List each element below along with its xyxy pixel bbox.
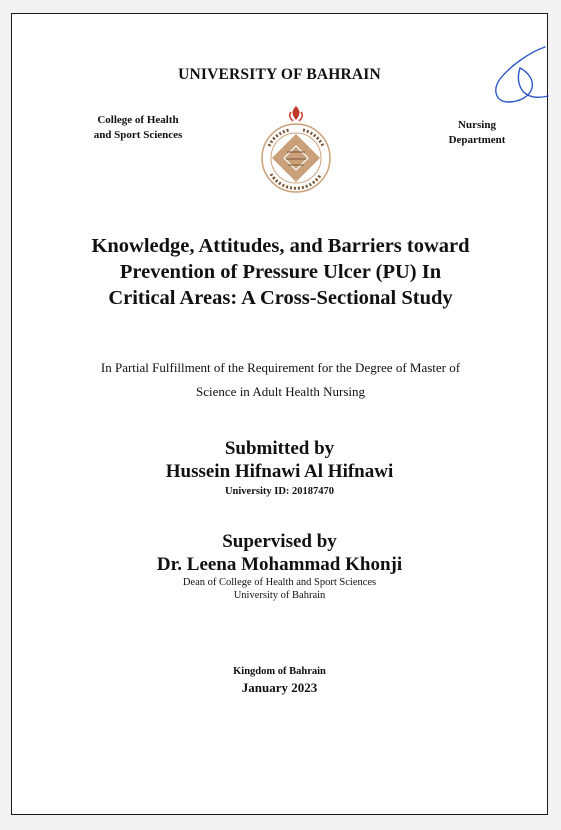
university-id: University ID: 20187470 xyxy=(224,486,335,497)
title-page xyxy=(11,13,548,815)
supervisor-name: Dr. Leena Mohammad Khonji xyxy=(156,554,403,575)
thesis-title: Knowledge, Attitudes, and Barriers toward Prevention of Pressure Ulcer (PU) In Critical Areas: A Cross-Sectional Study xyxy=(91,235,470,309)
university-title: UNIVERSITY OF BAHRAIN xyxy=(178,66,381,83)
footer xyxy=(12,664,547,696)
place: Kingdom of Bahrain xyxy=(233,666,326,677)
degree-statement: In Partial Fulfillment of the Requirement for the Degree of Master of Science in Adult Health Nursing xyxy=(100,360,461,399)
submitted-by-block xyxy=(12,437,547,501)
supervisor-institution: University of Bahrain xyxy=(233,590,326,601)
college-name: College of Health and Sport Sciences xyxy=(93,114,183,141)
supervisor-role: Dean of College of Health and Sport Sciences xyxy=(182,577,377,588)
supervised-by-block xyxy=(12,530,547,602)
author-name: Hussein Hifnawi Al Hifnawi xyxy=(165,461,394,482)
university-seal-icon xyxy=(257,104,335,196)
submission-date: January 2023 xyxy=(241,680,318,695)
supervised-label: Supervised by xyxy=(222,531,337,552)
department-name: Nursing Department xyxy=(448,119,506,146)
submitted-label: Submitted by xyxy=(224,438,335,459)
